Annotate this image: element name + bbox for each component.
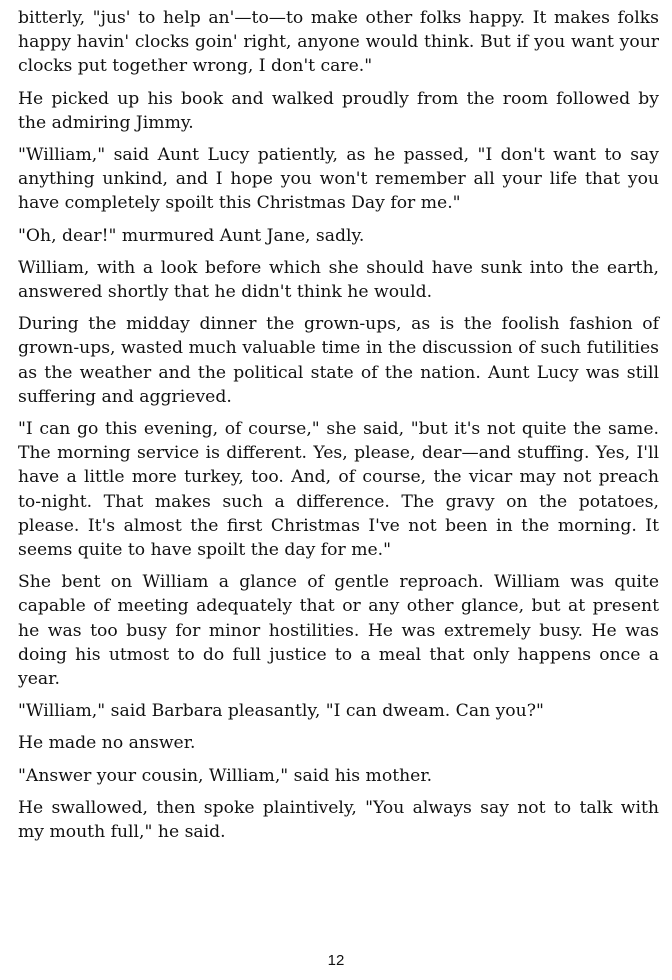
paragraph: "William," said Barbara pleasantly, "I can dweam. Can you?" bbox=[18, 701, 544, 722]
page-body bbox=[18, 6, 659, 852]
paragraph: She bent on William a glance of gentle reproach. William was quite capable of meeting adequately that or any other glance, but at present he was too busy for minor hostilities. He was extremely busy. He was doing his utmost to do full justice to a meal that only happens once a year. bbox=[18, 572, 659, 690]
paragraph: William, with a look before which she should have sunk into the earth, answered shortly that he didn't think he would. bbox=[18, 257, 659, 303]
paragraph: He made no answer. bbox=[18, 733, 196, 754]
paragraph: "William," said Aunt Lucy patiently, as he passed, "I don't want to say anything unkind, and I hope you won't remember all your life that you have completely spoilt this Christmas Day for me." bbox=[18, 145, 659, 214]
paragraph: He picked up his book and walked proudly from the room followed by the admiring Jimmy. bbox=[18, 88, 659, 133]
paragraph: "I can go this evening, of course," she said, "but it's not quite the same. The morning service is different. Yes, please, dear—and stuffing. Yes, I'll have a little more turkey, too. And, of course, the vicar may not preach to-night. That makes such a difference. The gravy on the potatoes, please. It's almost the first Christmas I've not been in the morning. It seems quite to have spoilt the day for me." bbox=[18, 419, 659, 561]
paragraph: "Answer your cousin, William," said his mother. bbox=[18, 765, 433, 786]
page-number: 12 bbox=[327, 952, 345, 969]
paragraph: bitterly, "jus' to help an'—to—to make other folks happy. It makes folks happy havin' clocks goin' right, anyone would think. But if you want your clocks put together wrong, I don't care." bbox=[18, 8, 659, 77]
paragraph: He swallowed, then spoke plaintively, "You always say not to talk with my mouth full," he said. bbox=[18, 797, 659, 843]
paragraph: "Oh, dear!" murmured Aunt Jane, sadly. bbox=[18, 225, 365, 246]
paragraph: During the midday dinner the grown-ups, as is the foolish fashion of grown-ups, wasted much valuable time in the discussion of such futilities as the weather and the political state of the nation. Aunt Lucy was still suffering and aggrieved. bbox=[18, 314, 659, 407]
